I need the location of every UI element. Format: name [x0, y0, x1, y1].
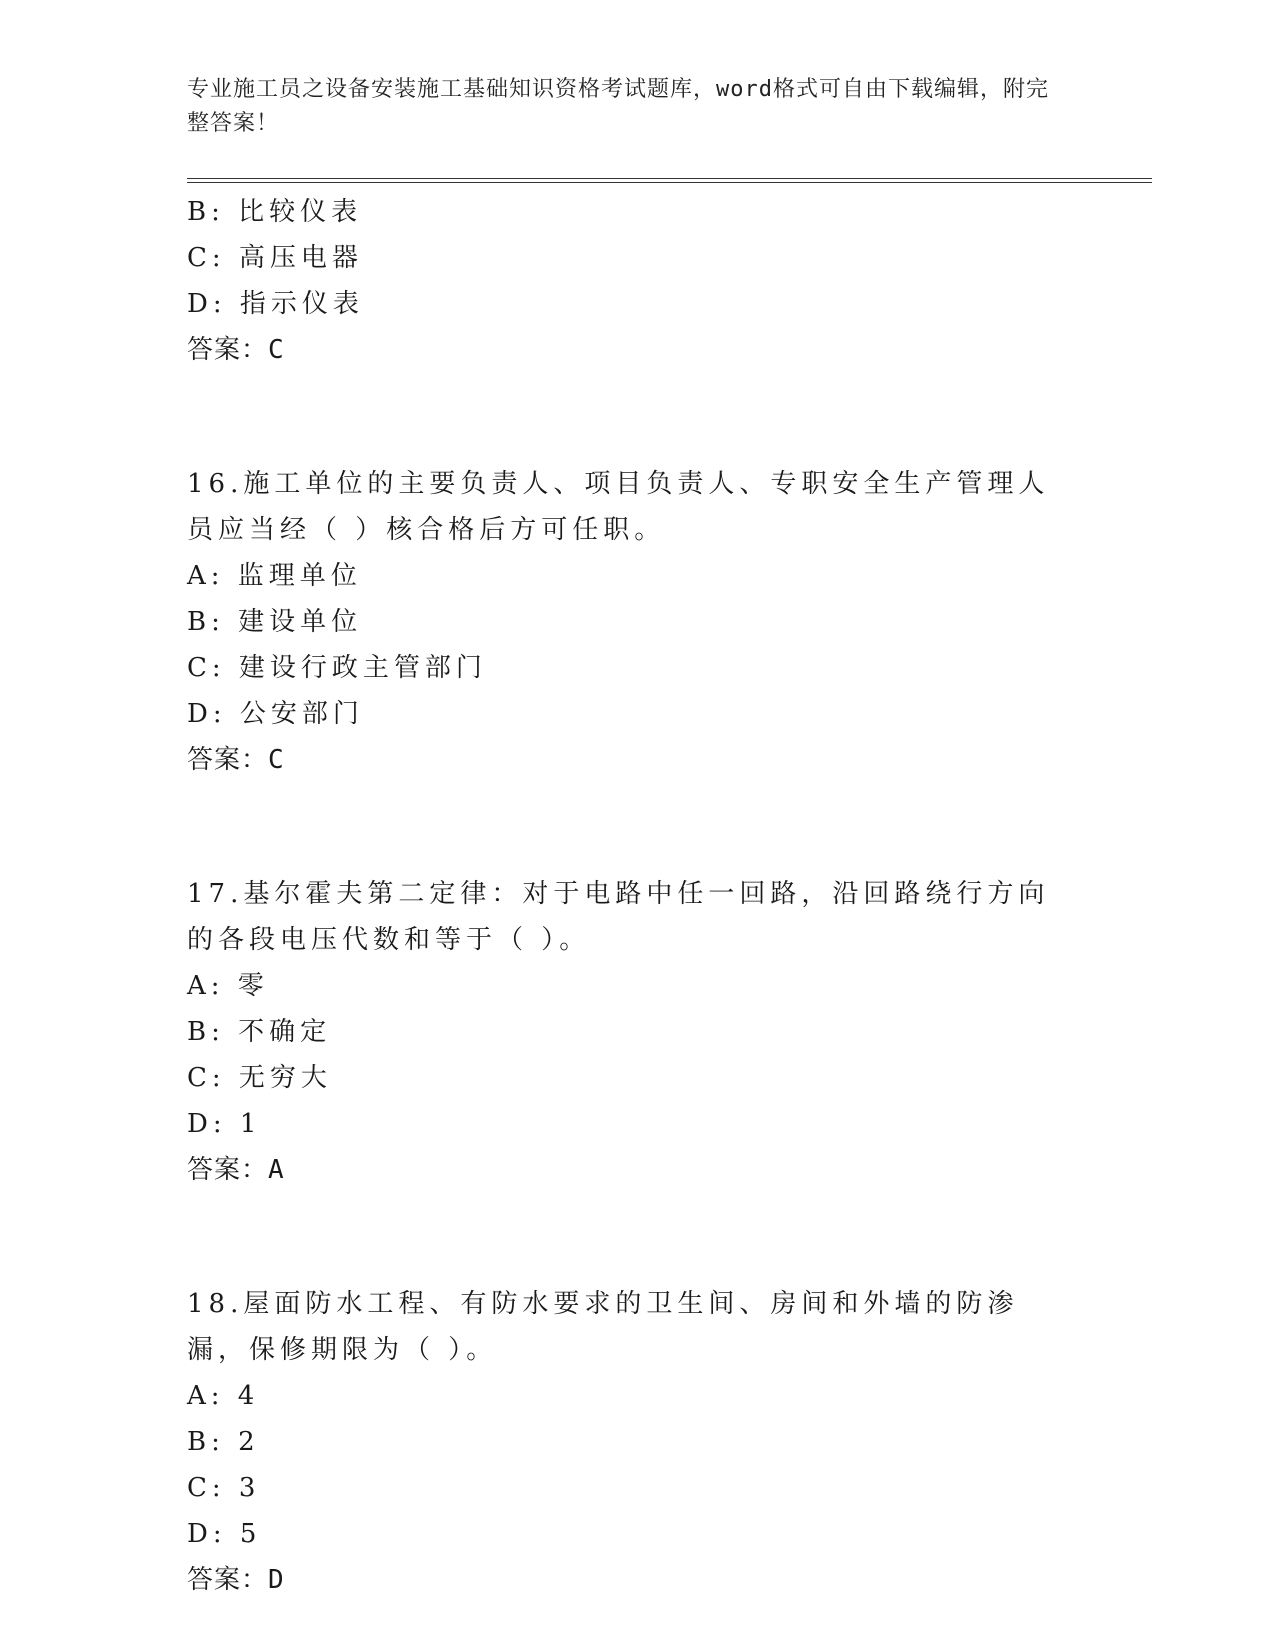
option-d: D: 1: [187, 1109, 262, 1139]
question-list: [187, 189, 1152, 1603]
option-c: C: 3: [187, 1473, 261, 1503]
option-d: D: 指示仪表: [187, 289, 364, 319]
answer: 答案：D: [187, 1565, 285, 1595]
question-17: [187, 871, 1152, 1193]
option-a: A: 4: [187, 1381, 260, 1411]
option-b: B: 建设单位: [187, 607, 363, 637]
option-b: B: 2: [187, 1427, 260, 1457]
option-c: C: 无穷大: [187, 1063, 332, 1093]
header-divider: [187, 178, 1152, 183]
answer: 答案：C: [187, 335, 285, 365]
question-text: 18.屋面防水工程、有防水要求的卫生间、房间和外墙的防渗漏，保修期限为（ ）。: [187, 1289, 1019, 1365]
option-c: C: 建设行政主管部门: [187, 653, 487, 683]
option-a: A: 零: [187, 971, 269, 1001]
option-d: D: 公安部门: [187, 699, 364, 729]
spacer: [187, 373, 1152, 461]
answer: 答案：A: [187, 1155, 285, 1185]
option-b: B: 不确定: [187, 1017, 332, 1047]
option-c: C: 高压电器: [187, 243, 363, 273]
spacer: [187, 1193, 1152, 1281]
question-15-continued: [187, 189, 1152, 373]
option-a: A: 监理单位: [187, 561, 362, 591]
answer: 答案：C: [187, 745, 285, 775]
document-header: 专业施工员之设备安装施工基础知识资格考试题库，word格式可自由下载编辑，附完整答案！: [187, 77, 1049, 136]
spacer: [187, 783, 1152, 871]
question-text: 16.施工单位的主要负责人、项目负责人、专职安全生产管理人员应当经（ ）核合格后方可任职。: [187, 469, 1050, 545]
option-d: D: 5: [187, 1519, 262, 1549]
question-text: 17.基尔霍夫第二定律：对于电路中任一回路，沿回路绕行方向的各段电压代数和等于（ ）。: [187, 879, 1050, 955]
option-b: B: 比较仪表: [187, 197, 363, 227]
question-18: [187, 1281, 1152, 1603]
question-16: [187, 461, 1152, 783]
